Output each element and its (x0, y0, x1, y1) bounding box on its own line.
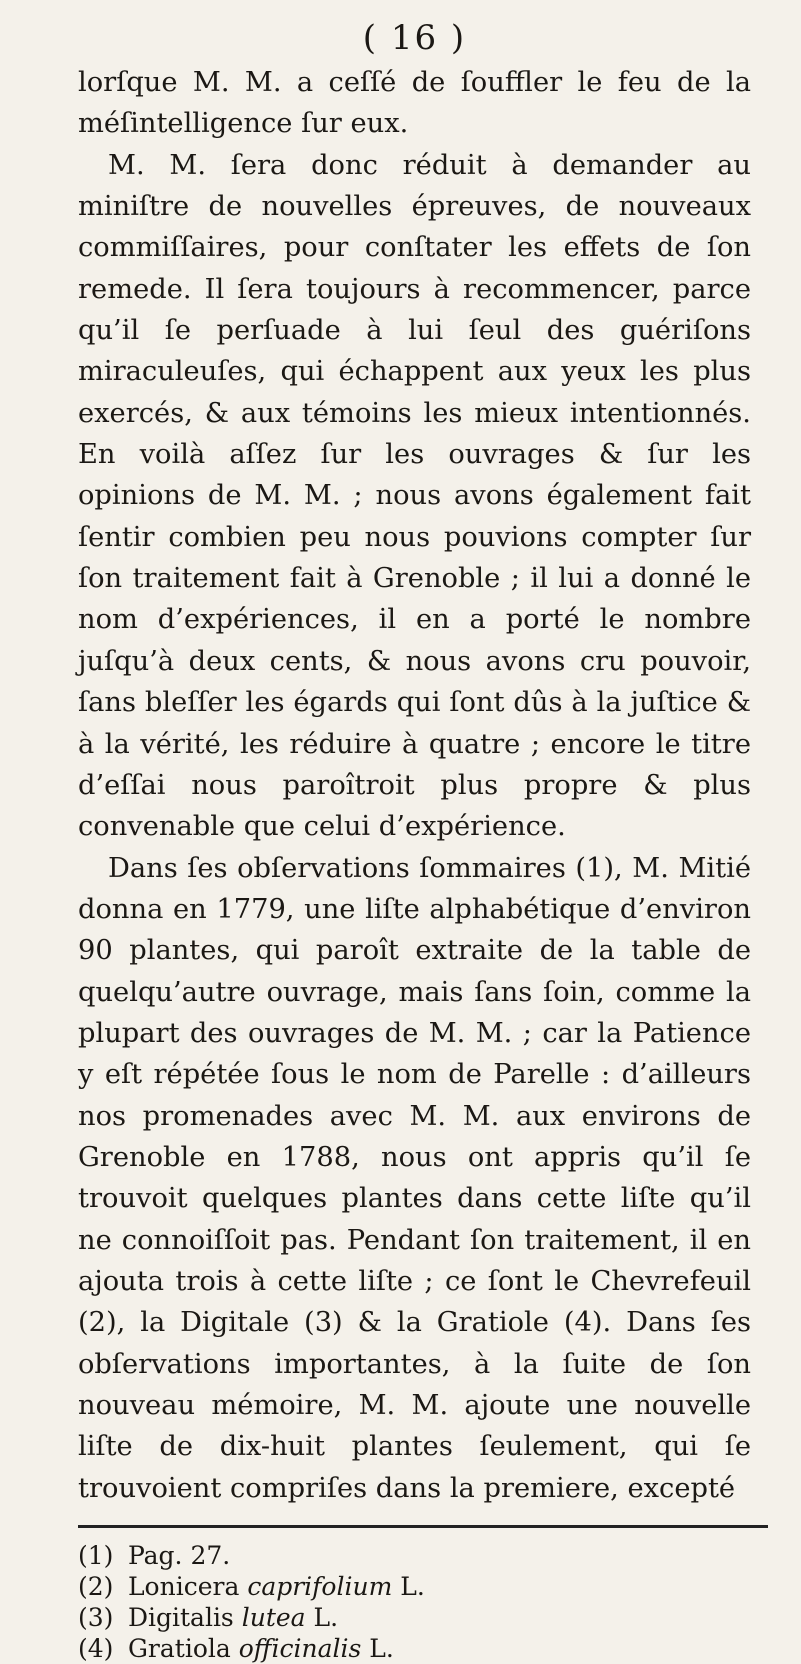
footnote-author: L. (305, 1603, 339, 1633)
footnote-number: (2) (78, 1572, 114, 1602)
footnote (78, 1540, 751, 1571)
footnote-species: caprifolium (247, 1572, 393, 1602)
footnote-species: officinalis (238, 1634, 362, 1664)
paragraph: Dans ſes obſervations ſommaires (1), M. Mitié donna en 1779, une liſte alphabétique d’environ 90 plantes, qui paroît extraite de la table de quelqu’autre ouvrage, mais ſans ſoin, comme la plupart des ouvrages de M. M. ; car la Patience y eſt répétée ſous le nom de Parelle : d’ailleurs nos promenades avec M. M. aux environs de Grenoble en 1788, nous ont appris qu’il ſe trouvoit quelques plantes dans cette liſte qu’il ne connoiſſoit pas. Pendant ſon traitement, il en ajouta trois à cette liſte ; ce ſont le Chevrefeuil (2), la Digitale (3) & la Gratiole (4). Dans ſes obſervations importantes, à la ſuite de ſon nouveau mémoire, M. M. ajoute une nouvelle liſte de dix-huit plantes ſeulement, qui ſe trouvoient compriſes dans la premiere, excepté (78, 852, 751, 1504)
footnote (78, 1633, 751, 1664)
footnote-species: lutea (241, 1603, 306, 1633)
footnote-author: L. (392, 1572, 425, 1602)
footnote-text: Pag. 27. (127, 1541, 231, 1571)
footnote-text: Digitalis (127, 1603, 242, 1633)
paragraph: M. M. ſera donc réduit à demander au miniſtre de nouvelles épreuves, de nouveaux commiſſaires, pour conſtater les effets de ſon remede. Il ſera toujours à recommencer, parce qu’il ſe perſuade à lui ſeul des guériſons miraculeuſes, qui échappent aux yeux les plus exercés, & aux témoins les mieux intentionnés. En voilà aſſez ſur les ouvrages & ſur les opinions de M. M. ; nous avons également fait ſentir combien peu nous pouvions compter ſur ſon traitement fait à Grenoble ; il lui a donné le nom d’expériences, il en a porté le nombre juſqu’à deux cents, & nous avons cru pouvoir, ſans bleſſer les égards qui ſont dûs à la juſtice & à la vérité, les réduire à quatre ; encore le titre d’eſſai nous paroîtroit plus propre & plus convenable que celui d’expérience. (78, 149, 751, 843)
footnote-number: (1) (78, 1541, 114, 1571)
footnote-divider (78, 1525, 768, 1528)
footnote-text: Lonicera (127, 1572, 248, 1602)
paragraph-continuation: lorſque M. M. a ceſſé de ſouffler le feu de la méſintelligence ſur eux. (78, 67, 751, 140)
footnote-text: Gratiola (127, 1634, 239, 1664)
footnote (78, 1571, 751, 1602)
footnotes (78, 1540, 751, 1664)
footnote-number: (4) (78, 1634, 114, 1664)
footnote-author: L. (361, 1634, 394, 1664)
page-number-header: ( 16 ) (362, 18, 467, 58)
body-text (78, 62, 751, 1509)
footnote (78, 1602, 751, 1633)
footnote-number: (3) (78, 1603, 114, 1633)
